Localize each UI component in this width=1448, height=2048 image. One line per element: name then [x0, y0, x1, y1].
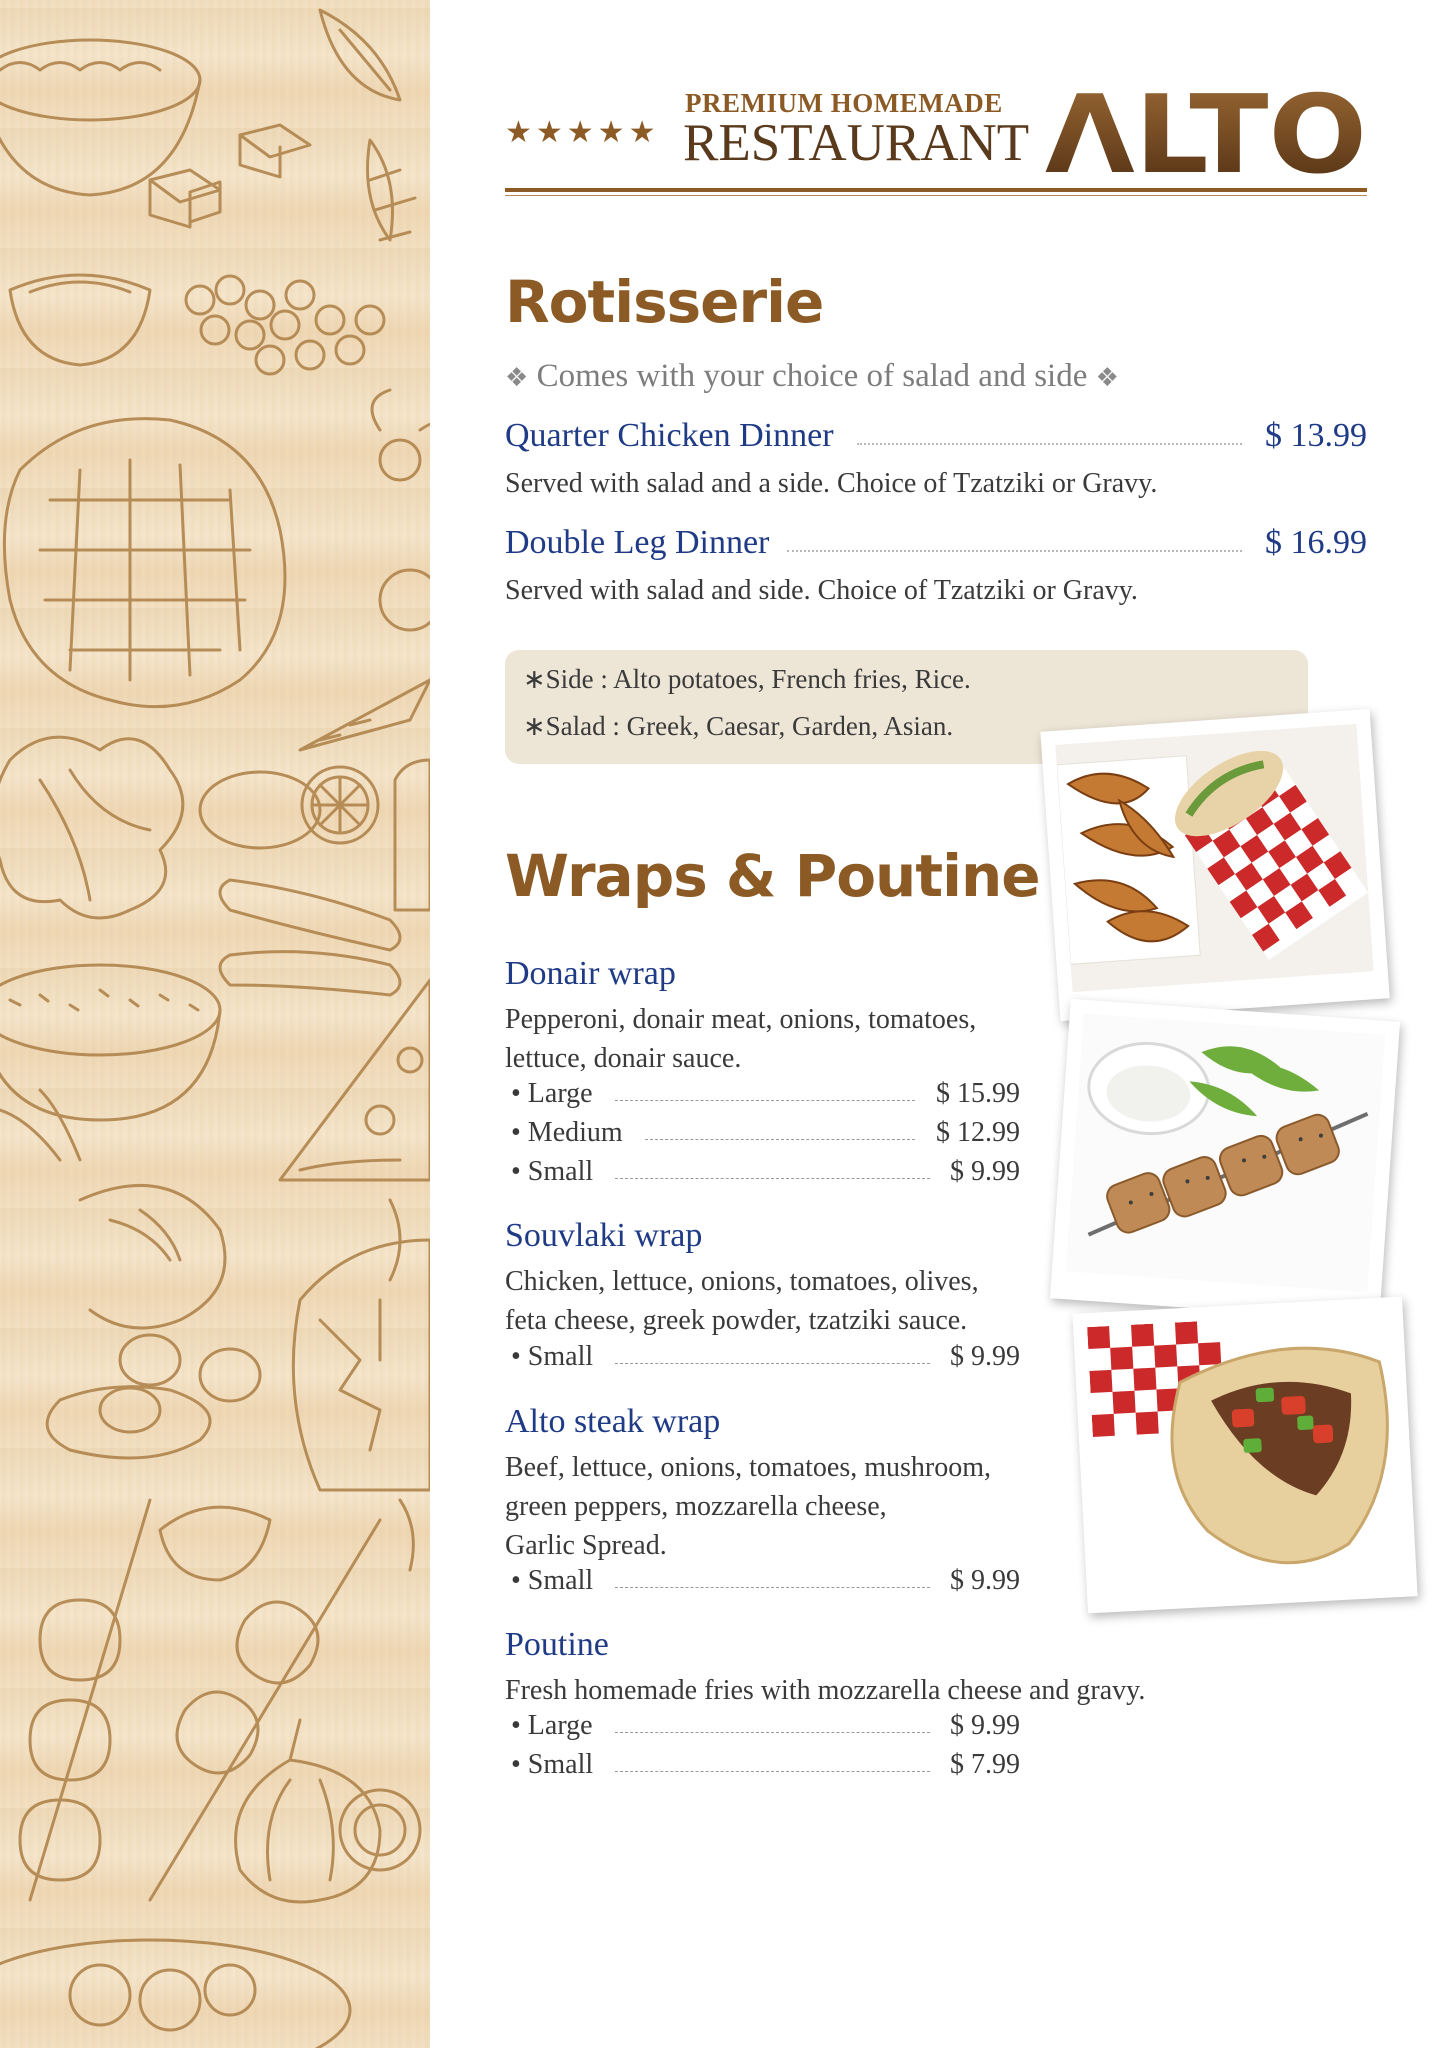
desc-poutine: Fresh homemade fries with mozzarella cheese and gravy. [505, 1675, 1146, 1706]
item-title-double-leg: Double Leg Dinner [505, 524, 770, 561]
dash-leader [615, 1100, 915, 1101]
desc-souvlaki-line2: feta cheese, greek powder, tzatziki sauce. [505, 1305, 968, 1336]
size-label: • Small [511, 1565, 594, 1596]
item-title-poutine: Poutine [505, 1626, 609, 1663]
desc-donair-line2: lettuce, donair sauce. [505, 1043, 742, 1074]
section-title-wraps-poutine: Wraps & Poutine [505, 842, 1040, 910]
diamond-icon: ❖ [1095, 363, 1119, 393]
price-double-leg: $ 16.99 [1265, 524, 1367, 561]
dash-leader [645, 1139, 915, 1140]
size-price: $ 9.99 [950, 1565, 1020, 1596]
size-row-poutine-large [505, 1710, 1020, 1749]
souvlaki-picture [1066, 1014, 1385, 1292]
diamond-icon: ❖ [505, 363, 529, 393]
donair-picture [1087, 1311, 1402, 1584]
size-row-donair-small [505, 1156, 1020, 1195]
desc-donair-line1: Pepperoni, donair meat, onions, tomatoes, [505, 1004, 977, 1035]
header-rule-thin [505, 195, 1367, 196]
size-row-souvlaki-small [505, 1341, 1020, 1380]
header-premium: PREMIUM HOMEMADE [685, 88, 1003, 118]
fries-wrap-picture [1055, 724, 1374, 992]
dash-leader [615, 1363, 930, 1364]
desc-steak-line1: Beef, lettuce, onions, tomatoes, mushroom, [505, 1452, 992, 1483]
item-title-souvlaki-wrap: Souvlaki wrap [505, 1217, 703, 1254]
size-row-steak-small [505, 1565, 1020, 1604]
size-label: • Small [511, 1749, 594, 1780]
size-row-poutine-small [505, 1749, 1020, 1788]
size-label: • Small [511, 1156, 594, 1187]
header [505, 78, 1367, 198]
item-title-donair-wrap: Donair wrap [505, 955, 676, 992]
dot-leader [787, 550, 1242, 552]
size-price: $ 15.99 [936, 1078, 1020, 1109]
dash-leader [615, 1587, 930, 1588]
alto-logo [1045, 78, 1367, 182]
photo-image [1055, 724, 1374, 992]
rotisserie-note [505, 358, 1119, 395]
alto-logo-text: ΛLTO [1045, 78, 1367, 182]
size-row-donair-large [505, 1078, 1020, 1117]
header-restaurant: RESTAURANT [683, 114, 1030, 172]
desc-double-leg: Served with salad and side. Choice of Tzatziki or Gravy. [505, 575, 1138, 606]
salad-options: ∗Salad : Greek, Caesar, Garden, Asian. [523, 711, 954, 741]
size-row-donair-medium [505, 1117, 1020, 1156]
price-quarter-chicken: $ 13.99 [1265, 417, 1367, 454]
desc-souvlaki-line1: Chicken, lettuce, onions, tomatoes, olives, [505, 1266, 979, 1297]
header-rule [505, 188, 1367, 192]
photo-image [1087, 1311, 1402, 1584]
size-label: • Medium [511, 1117, 623, 1148]
section-title-rotisserie: Rotisserie [505, 268, 824, 336]
item-title-alto-steak-wrap: Alto steak wrap [505, 1403, 721, 1440]
side-options: ∗Side : Alto potatoes, French fries, Rice. [523, 664, 971, 694]
item-title-quarter-chicken: Quarter Chicken Dinner [505, 417, 834, 454]
size-label: • Small [511, 1341, 594, 1372]
photo-image [1066, 1014, 1385, 1292]
size-price: $ 12.99 [936, 1117, 1020, 1148]
size-price: $ 9.99 [950, 1341, 1020, 1372]
desc-steak-line2: green peppers, mozzarella cheese, [505, 1491, 887, 1522]
photo-souvlaki [1050, 999, 1400, 1321]
size-label: • Large [511, 1078, 593, 1109]
food-sketch-illustration [0, 0, 430, 2048]
dash-leader [615, 1771, 930, 1772]
dash-leader [615, 1732, 930, 1733]
desc-quarter-chicken: Served with salad and a side. Choice of Tzatziki or Gravy. [505, 468, 1158, 499]
size-price: $ 9.99 [950, 1710, 1020, 1741]
size-label: • Large [511, 1710, 593, 1741]
rotisserie-note-text: Comes with your choice of salad and side [528, 358, 1096, 394]
dot-leader [857, 443, 1242, 445]
rating-stars: ★★★★★ [505, 115, 660, 150]
photo-fries-wrap [1040, 709, 1389, 1021]
size-price: $ 9.99 [950, 1156, 1020, 1187]
size-price: $ 7.99 [950, 1749, 1020, 1780]
photo-donair [1072, 1297, 1417, 1614]
desc-steak-line3: Garlic Spread. [505, 1530, 667, 1561]
decorative-sidebar [0, 0, 430, 2048]
dash-leader [615, 1178, 930, 1179]
